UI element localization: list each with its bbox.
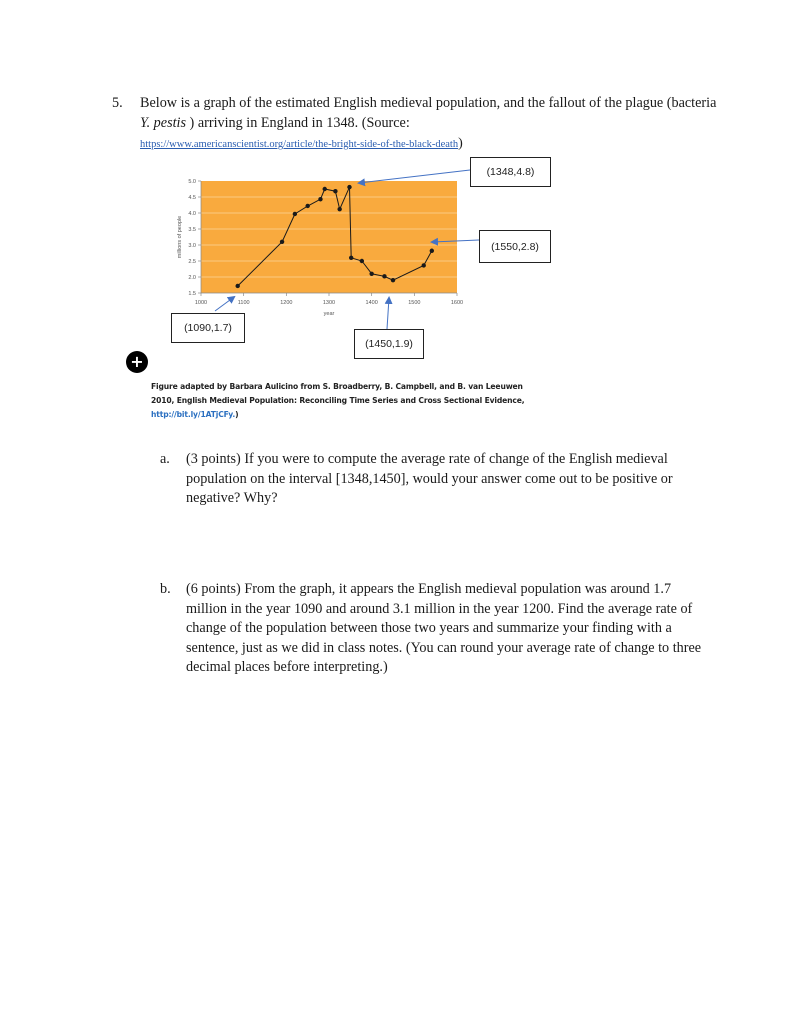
y-tick-label: 2.5: [188, 259, 196, 265]
plus-icon: +: [130, 352, 144, 371]
y-tick-label: 2.0: [188, 275, 196, 281]
data-point: [349, 256, 353, 260]
annotation-1450: (1450,1.9): [354, 329, 424, 359]
chart-svg: [0, 0, 791, 360]
caption-line-2: 2010, English Medieval Population: Reconciling Time Series and Cross Sectional Evidence,: [151, 396, 525, 405]
italic-term: Y. pestis: [140, 115, 186, 131]
source-link[interactable]: https://www.americanscientist.org/article/the-bright-side-of-the-black-death: [140, 139, 459, 150]
intro-text-1: Below is a graph of the estimated English medieval population, and the fallout of the plague (bacteria: [140, 95, 717, 111]
data-point: [333, 189, 337, 193]
part-a-text: (3 points) If you were to compute the average rate of change of the English medieval population on the interval [1348,1450], would your answer come out to be positive or negative? Why?: [186, 451, 673, 506]
y-tick-label: 3.0: [188, 243, 196, 249]
part-b-label: b.: [160, 581, 171, 597]
source-close-paren: ): [458, 136, 463, 151]
question-number: 5.: [112, 95, 123, 111]
question-intro: [140, 93, 720, 155]
data-point: [318, 197, 322, 201]
plot-background: [201, 181, 457, 293]
population-line: [238, 187, 432, 286]
data-point: [360, 259, 364, 263]
caption-link[interactable]: http://bit.ly/1ATjCFy.: [151, 410, 236, 419]
arrow-icon: [432, 240, 479, 242]
y-tick-label: 4.0: [188, 211, 196, 217]
part-b-text: (6 points) From the graph, it appears the English medieval population was around 1.7 million in the year 1090 and around 3.1 million in the year 1200. Find the average rate of change of the population between those two years and summarize your finding with a sentence, just as we did in class notes. (You can round your average rate of change to three decimal places before interpreting.): [186, 581, 702, 675]
data-point: [305, 204, 309, 208]
y-tick-label: 3.5: [188, 227, 196, 233]
caption-line-1: Figure adapted by Barbara Aulicino from S. Broadberry, B. Campbell, and B. van Leeuwen: [151, 382, 523, 391]
add-button[interactable]: [126, 351, 148, 373]
annotation-1550: (1550,2.8): [479, 230, 551, 263]
data-point: [347, 185, 351, 189]
x-tick-label: 1600: [450, 300, 464, 306]
data-point: [235, 284, 239, 288]
x-axis-label: year: [323, 311, 335, 317]
data-point: [422, 263, 426, 267]
intro-text-2: ) arriving in England in 1348. (Source:: [186, 115, 410, 131]
x-tick-label: 1200: [280, 300, 293, 306]
caption-close: ): [235, 410, 239, 419]
data-point: [280, 240, 284, 244]
data-point: [382, 274, 386, 278]
arrow-icon: [359, 170, 470, 183]
annotation-1348: (1348,4.8): [470, 157, 551, 187]
x-tick-label: 1500: [408, 300, 421, 306]
x-tick-label: 1400: [365, 300, 378, 306]
x-tick-label: 1000: [194, 300, 208, 306]
data-point: [391, 278, 395, 282]
arrow-icon: [215, 297, 234, 311]
y-tick-label: 5.0: [188, 179, 196, 185]
annotation-1090: (1090,1.7): [171, 313, 245, 343]
y-tick-label: 4.5: [188, 195, 196, 201]
population-chart: [0, 0, 791, 360]
x-tick-label: 1300: [322, 300, 336, 306]
data-point: [369, 272, 373, 276]
part-a-label: a.: [160, 451, 170, 467]
data-point: [337, 207, 341, 211]
data-point: [430, 249, 434, 253]
figure-caption: [151, 380, 531, 422]
data-point: [293, 212, 297, 216]
x-tick-label: 1100: [237, 300, 250, 306]
y-tick-label: 1.5: [188, 291, 196, 297]
y-axis-label: millions of people: [177, 215, 183, 259]
arrow-icon: [387, 298, 389, 329]
data-point: [323, 187, 327, 191]
